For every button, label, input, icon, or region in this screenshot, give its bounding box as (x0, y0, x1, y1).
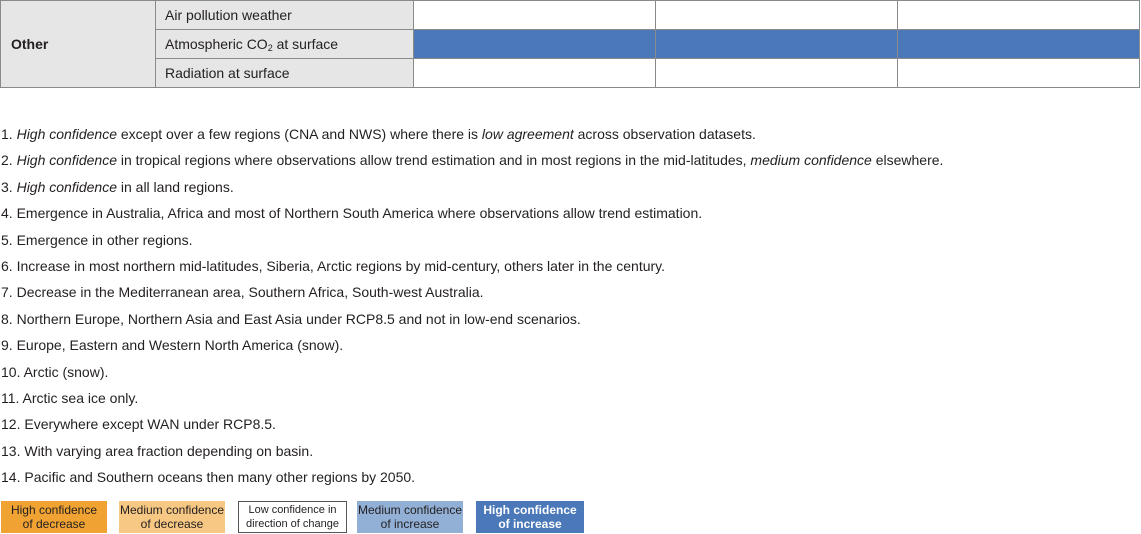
footnote-item (1, 279, 943, 305)
table-row (1, 59, 1140, 88)
row-label-text: Atmospheric CO (165, 35, 268, 52)
footnote-emphasis: medium confidence (750, 152, 872, 169)
footnote-number: 3. (1, 178, 17, 195)
table-cell (656, 59, 898, 88)
footnote-number: 4. (1, 205, 17, 222)
footnote-item (1, 359, 943, 385)
table-row (1, 1, 1140, 30)
row-label-text: at surface (272, 35, 339, 52)
footnote-text: Arctic (snow). (23, 363, 109, 380)
row-label (156, 30, 414, 59)
legend-text: of increase (380, 517, 440, 531)
table-cell-high-increase (898, 30, 1140, 59)
legend-text: High confidence (483, 503, 577, 517)
footnote-text: Arctic sea ice only. (22, 390, 139, 407)
legend-text: of decrease (22, 517, 86, 531)
footnote-text: in tropical regions where observations allow trend estimation and in most regions in the mid-latitudes, (116, 152, 751, 169)
footnote-text: Northern Europe, Northern Asia and East Asia under RCP8.5 and not in low-end scenarios. (16, 310, 581, 327)
footnote-emphasis: low agreement (481, 126, 574, 142)
legend-text: Medium confidence (119, 503, 225, 517)
legend-high-confidence-increase (476, 501, 584, 533)
legend-text: direction of change (246, 518, 339, 530)
footnote-emphasis: High confidence (16, 178, 117, 195)
footnote-text: Everywhere except WAN under RCP8.5. (24, 416, 276, 433)
footnote-item (1, 306, 943, 332)
footnote-number: 14. (1, 469, 25, 486)
footnote-text: Emergence in Australia, Africa and most of Northern South America where observations allow trend estimation. (16, 205, 703, 222)
footnote-text: Pacific and Southern oceans then many other regions by 2050. (24, 469, 416, 486)
footnote-item (1, 147, 943, 173)
legend-low-confidence (238, 501, 347, 533)
table-row (1, 30, 1140, 59)
footnote-emphasis: High confidence (16, 152, 117, 169)
footnote-number: 9. (1, 337, 17, 354)
footnote-number: 6. (1, 258, 17, 275)
table-cell (414, 59, 656, 88)
footnote-number: 8. (1, 310, 17, 327)
table-cell (898, 59, 1140, 88)
footnote-text: Europe, Eastern and Western North America (snow). (16, 337, 344, 354)
footnote-number: 11. (1, 390, 23, 407)
footnote-text: Increase in most northern mid-latitudes, Siberia, Arctic regions by mid-century, others later in the century. (16, 258, 666, 275)
table-cell-high-increase (656, 30, 898, 59)
footnote-emphasis: High confidence (16, 126, 117, 142)
footnote-number: 12. (1, 416, 25, 433)
footnote-item (1, 385, 943, 411)
footnote-item (1, 253, 943, 279)
row-label-subscript: 2 (267, 42, 273, 53)
footnote-item (1, 411, 943, 437)
legend-high-confidence-decrease (1, 501, 107, 533)
footnote-text: Decrease in the Mediterranean area, Southern Africa, South-west Australia. (16, 284, 484, 301)
legend-text: of increase (498, 517, 562, 531)
footnote-number: 1. (1, 126, 17, 142)
table-cell-high-increase (414, 30, 656, 59)
footnote-item (1, 200, 943, 226)
footnote-text: except over a few regions (CNA and NWS) where there is (116, 126, 482, 142)
footnote-item (1, 438, 943, 464)
legend-medium-confidence-decrease (119, 501, 225, 533)
confidence-table (0, 0, 1140, 88)
row-label: Radiation at surface (156, 59, 414, 88)
footnote-text: elsewhere. (871, 152, 944, 169)
footnote-text: Emergence in other regions. (16, 231, 193, 248)
table-cell (656, 1, 898, 30)
footnote-item (1, 121, 943, 147)
footnote-text: in all land regions. (116, 178, 234, 195)
footnotes-list (1, 121, 943, 491)
footnote-item (1, 332, 943, 358)
footnote-number: 7. (1, 284, 17, 301)
footnote-item (1, 464, 943, 490)
footnote-item (1, 227, 943, 253)
footnote-text: across observation datasets. (573, 126, 756, 142)
footnote-number: 2. (1, 152, 17, 169)
footnote-number: 10. (1, 363, 24, 380)
footnote-text: With varying area fraction depending on basin. (24, 442, 314, 459)
legend-medium-confidence-increase (357, 501, 463, 533)
row-label: Air pollution weather (156, 1, 414, 30)
footnote-number: 5. (1, 231, 17, 248)
legend-text: Medium confidence (357, 503, 463, 517)
table-cell (898, 1, 1140, 30)
category-cell: Other (1, 1, 156, 88)
legend-text: of decrease (140, 517, 204, 531)
footnote-number: 13. (1, 442, 25, 459)
legend-text: High confidence (10, 503, 98, 517)
table-cell (414, 1, 656, 30)
legend-text: Low confidence in (248, 504, 337, 516)
footnote-item (1, 174, 943, 200)
